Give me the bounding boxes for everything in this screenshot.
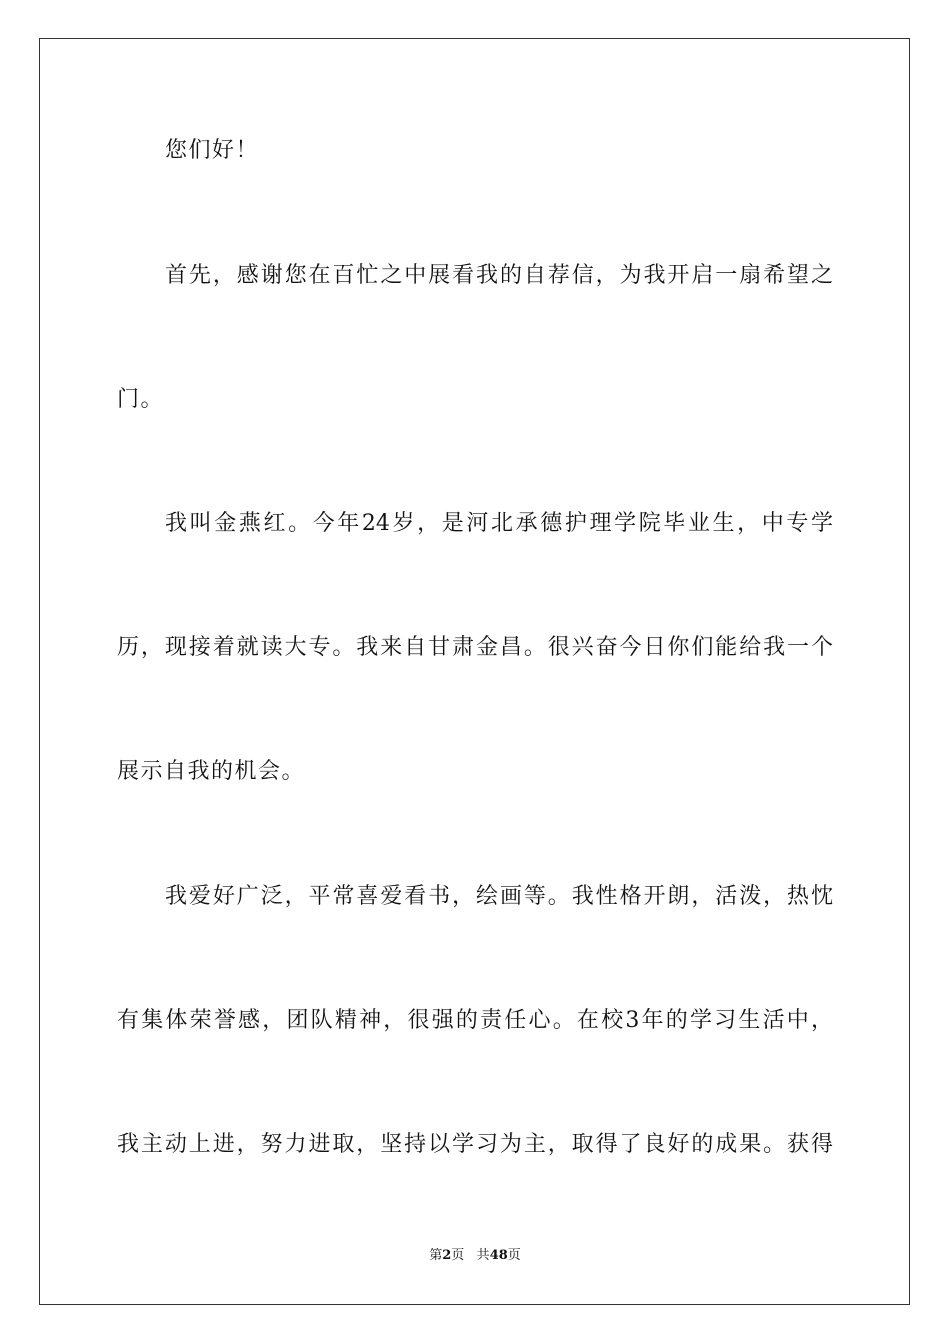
total-prefix: 共: [476, 1248, 490, 1263]
paragraph-2-line-3: 展示自我的机会。: [117, 759, 306, 784]
paragraph-3-line-2: 有集体荣誉感，团队精神，很强的责任心。在校3年的学习生活中，: [117, 1008, 833, 1033]
paragraph-2-line-1: 我叫金燕红。今年24岁，是河北承德护理学院毕业生，中专学: [165, 511, 833, 536]
page-unit: 页: [451, 1248, 465, 1263]
paragraph-1-line-1: 首先，感谢您在百忙之中展看我的自荐信，为我开启一扇希望之: [165, 263, 833, 288]
page-prefix: 第: [429, 1248, 443, 1263]
page-footer: [0, 1246, 950, 1266]
paragraph-1-line-2: 门。: [117, 387, 165, 412]
paragraph-3-line-1: 我爱好广泛，平常喜爱看书，绘画等。我性格开朗，活泼，热忱: [165, 884, 833, 909]
greeting-line: 您们好！: [165, 138, 260, 163]
total-pages: 48: [489, 1248, 508, 1263]
page-border: [39, 38, 910, 1305]
paragraph-3-line-3: 我主动上进，努力进取，坚持以学习为主，取得了良好的成果。获得: [117, 1132, 833, 1157]
paragraph-2-line-2: 历，现接着就读大专。我来自甘肃金昌。很兴奋今日你们能给我一个: [117, 635, 833, 660]
total-unit: 页: [507, 1248, 521, 1263]
page-number: 2: [442, 1248, 452, 1263]
